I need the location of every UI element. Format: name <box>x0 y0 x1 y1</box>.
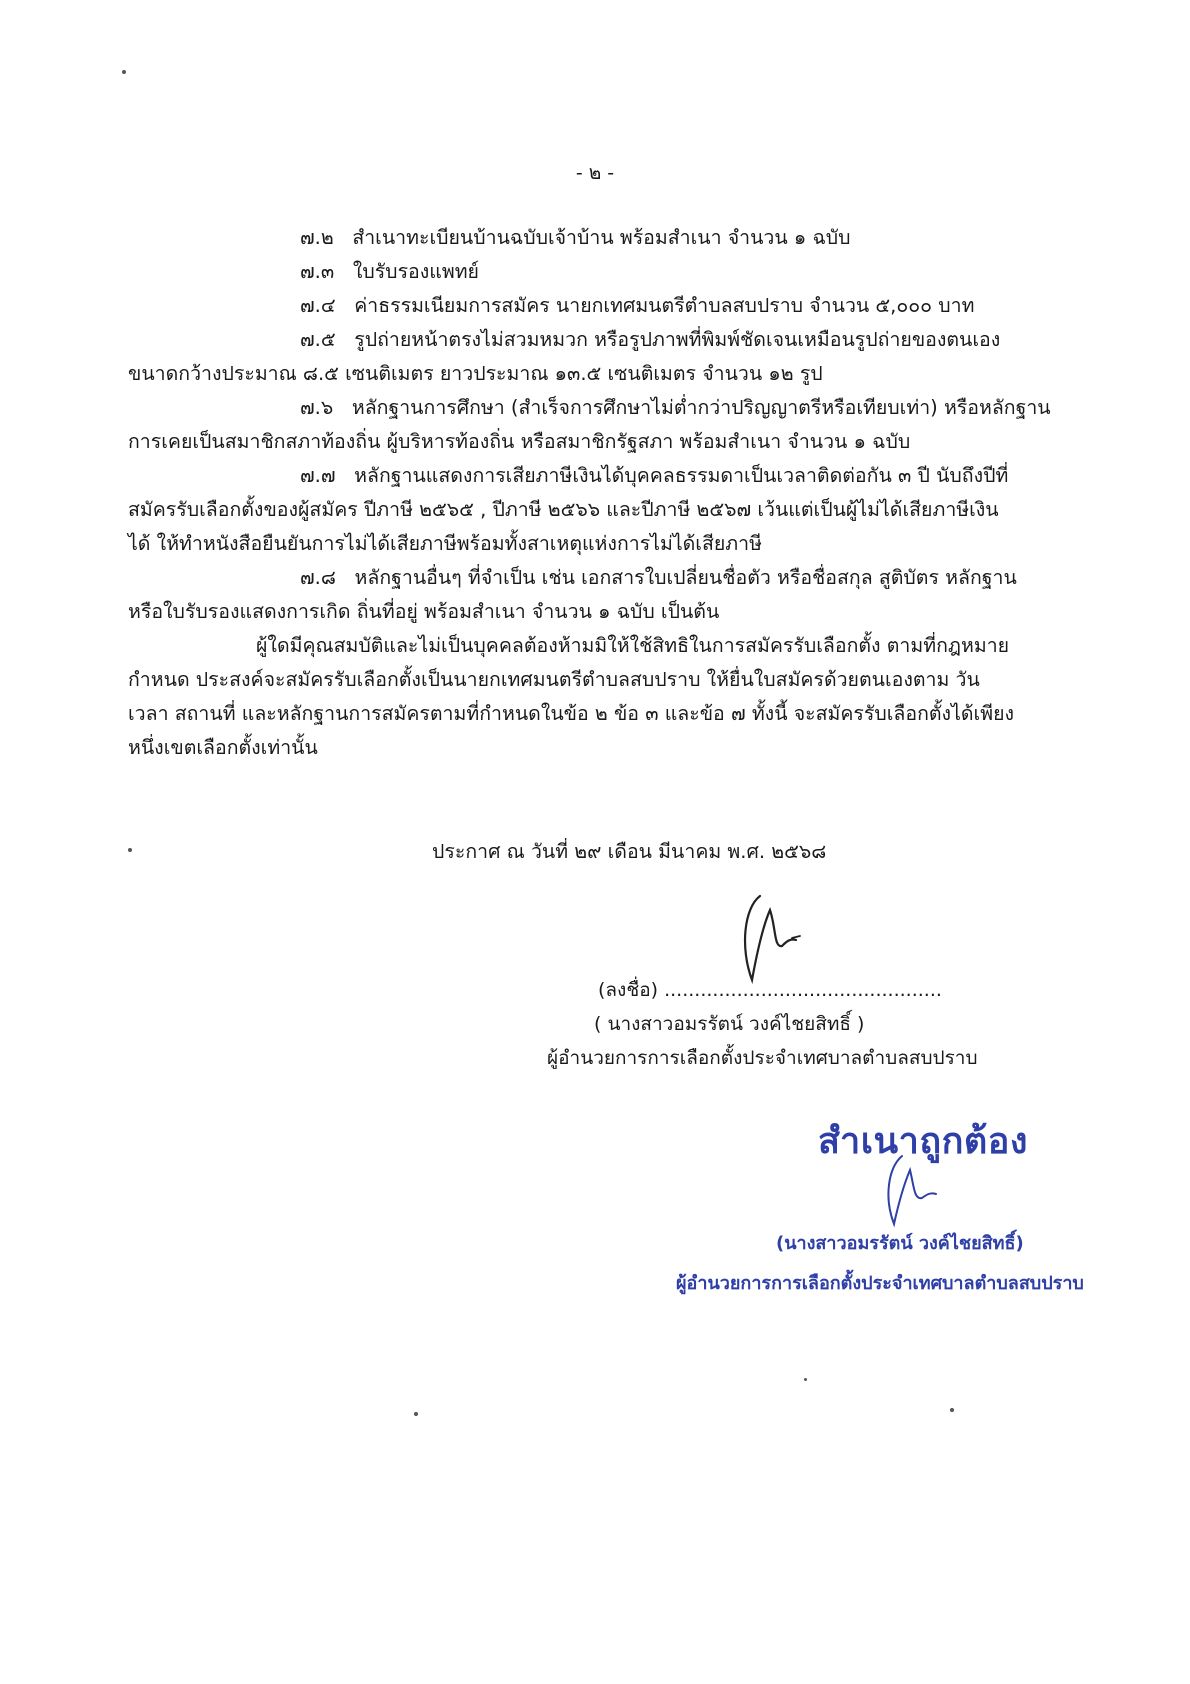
item-text: รูปถ่ายหน้าตรงไม่สวมหมวก หรือรูปภาพที่พิมพ์ชัดเจนเหมือนรูปถ่ายของตนเอง <box>354 328 1001 351</box>
certified-signature <box>876 1150 946 1230</box>
item-7-5 <box>300 324 1000 355</box>
signer-title: ผู้อำนวยการการเลือกตั้งประจำเทศบาลตำบลสบปราบ <box>547 1047 978 1069</box>
scan-speck <box>950 1408 954 1412</box>
item-7-2 <box>300 222 851 253</box>
item-7-4 <box>300 290 974 321</box>
item-7-8 <box>300 562 1017 593</box>
item-number: ๗.๔ <box>300 294 336 317</box>
item-text: หลักฐานการศึกษา (สำเร็จการศึกษาไม่ต่ำกว่าปริญญาตรีหรือเทียบเท่า) หรือหลักฐาน <box>351 396 1051 419</box>
certified-copy-heading: สำเนาถูกต้อง <box>818 1121 1028 1162</box>
announcement-date: ประกาศ ณ วันที่ ๒๙ เดือน มีนาคม พ.ศ. ๒๕๖๘ <box>432 840 827 863</box>
signer-name: ( นางสาวอมรรัตน์ วงค์ไชยสิทธิ์ ) <box>594 1013 865 1035</box>
scan-speck <box>414 1412 418 1416</box>
item-text: สำเนาทะเบียนบ้านฉบับเจ้าบ้าน พร้อมสำเนา จำนวน ๑ ฉบับ <box>352 226 851 249</box>
item-number: ๗.๗ <box>300 464 336 487</box>
item-text: หลักฐานแสดงการเสียภาษีเงินได้บุคคลธรรมดาเป็นเวลาติดต่อกัน ๓ ปี นับถึงปีที่ <box>354 464 1009 487</box>
handwritten-signature <box>730 888 810 988</box>
item-number: ๗.๒ <box>300 226 334 249</box>
paragraph-line: เวลา สถานที่ และหลักฐานการสมัครตามที่กำหนดในข้อ ๒ ข้อ ๓ และข้อ ๗ ทั้งนี้ จะสมัครรับเลือกตั้งได้เพียง <box>128 702 1015 725</box>
item-number: ๗.๓ <box>300 260 335 283</box>
item-text: ค่าธรรมเนียมการสมัคร นายกเทศมนตรีตำบลสบปราบ จำนวน ๕,๐๐๐ บาท <box>354 294 975 317</box>
paragraph-line: กำหนด ประสงค์จะสมัครรับเลือกตั้งเป็นนายกเทศมนตรีตำบลสบปราบ ให้ยื่นใบสมัครด้วยตนเองตาม วัน <box>128 668 980 691</box>
paragraph-line: ผู้ใดมีคุณสมบัติและไม่เป็นบุคคลต้องห้ามมิให้ใช้สิทธิในการสมัครรับเลือกตั้ง ตามที่กฎหมาย <box>256 634 1010 657</box>
item-text: ใบรับรองแพทย์ <box>352 260 479 283</box>
item-7-7-continuation: ได้ ให้ทำหนังสือยืนยันการไม่ได้เสียภาษีพร้อมทั้งสาเหตุแห่งการไม่ได้เสียภาษี <box>128 532 762 555</box>
item-7-5-continuation: ขนาดกว้างประมาณ ๘.๕ เซนติเมตร ยาวประมาณ ๑๓.๕ เซนติเมตร จำนวน ๑๒ รูป <box>128 362 823 385</box>
item-number: ๗.๘ <box>300 566 336 589</box>
item-7-7-continuation: สมัครรับเลือกตั้งของผู้สมัคร ปีภาษี ๒๕๖๕ , ปีภาษี ๒๕๖๖ และปีภาษี ๒๕๖๗ เว้นแต่เป็นผู้ไม่ได้เสียภาษีเงิน <box>128 498 999 521</box>
item-7-3 <box>300 256 479 287</box>
paragraph-line: หนึ่งเขตเลือกตั้งเท่านั้น <box>128 736 318 759</box>
item-7-6 <box>300 392 1051 423</box>
item-7-8-continuation: หรือใบรับรองแสดงการเกิด ถิ่นที่อยู่ พร้อมสำเนา จำนวน ๑ ฉบับ เป็นต้น <box>128 600 720 623</box>
certified-position: ผู้อำนวยการการเลือกตั้งประจำเทศบาลตำบลสบปราบ <box>676 1273 1084 1294</box>
scan-speck <box>122 70 126 74</box>
item-number: ๗.๕ <box>300 328 336 351</box>
item-number: ๗.๖ <box>300 396 334 419</box>
item-text: หลักฐานอื่นๆ ที่จำเป็น เช่น เอกสารใบเปลี่ยนชื่อตัว หรือชื่อสกุล สูติบัตร หลักฐาน <box>354 566 1017 589</box>
page-number: - ๒ - <box>575 162 615 184</box>
sign-line: (ลงชื่อ) .............................................. <box>598 979 942 1001</box>
scan-speck <box>804 1378 807 1381</box>
item-7-7 <box>300 460 1008 491</box>
item-7-6-continuation: การเคยเป็นสมาชิกสภาท้องถิ่น ผู้บริหารท้องถิ่น หรือสมาชิกรัฐสภา พร้อมสำเนา จำนวน ๑ ฉบับ <box>128 430 911 453</box>
certified-name: (นางสาวอมรรัตน์ วงค์ไชยสิทธิ์) <box>776 1233 1024 1254</box>
scan-speck <box>128 848 132 852</box>
